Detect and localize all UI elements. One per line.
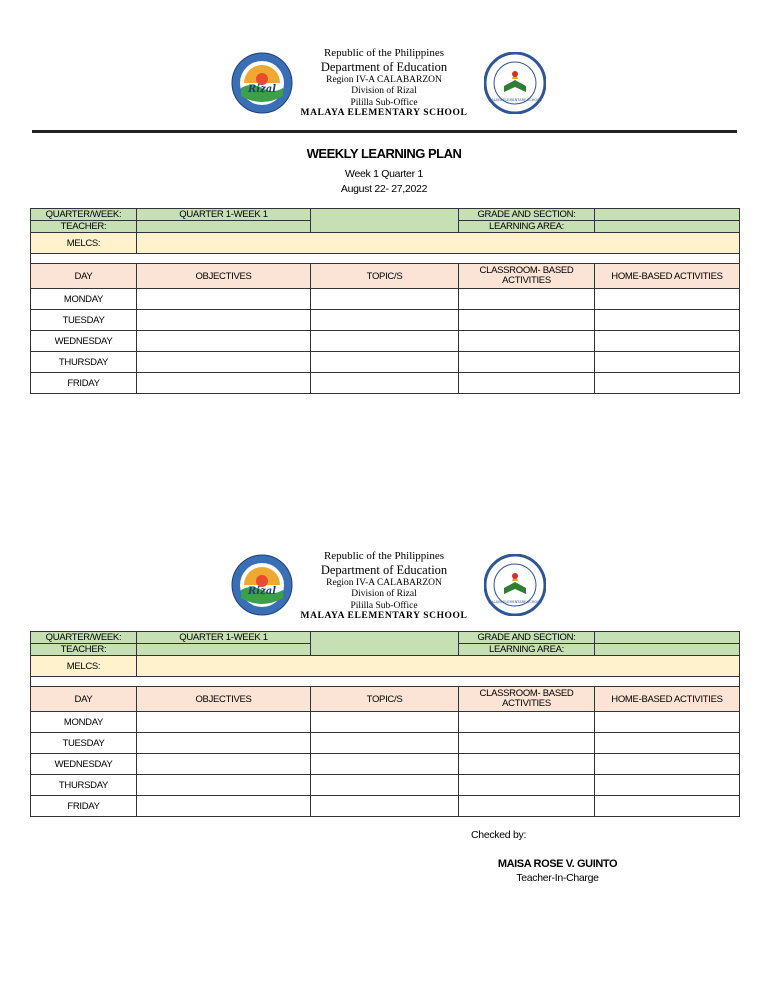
topics-cell[interactable] — [311, 796, 459, 817]
republic-line: Republic of the Philippines — [323, 47, 445, 59]
republic-line: Republic of the Philippines — [323, 550, 445, 562]
day-thursday: THURSDAY — [31, 352, 137, 373]
home-cell[interactable] — [595, 796, 740, 817]
classroom-cell[interactable] — [459, 775, 595, 796]
topics-cell[interactable] — [311, 712, 459, 733]
objectives-cell[interactable] — [137, 796, 311, 817]
day-thursday: THURSDAY — [31, 775, 137, 796]
region-line: Region IV-A CALABARZON — [326, 577, 442, 588]
suboffice-line: Pililla Sub-Office — [350, 97, 418, 108]
objectives-cell[interactable] — [137, 331, 311, 352]
home-cell[interactable] — [595, 754, 740, 775]
grade-section-label: GRADE AND SECTION: — [459, 632, 595, 644]
header-blank-cell[interactable] — [311, 209, 459, 233]
objectives-cell[interactable] — [137, 712, 311, 733]
col-classroom-activities: CLASSROOM- BASED ACTIVITIES — [459, 264, 595, 289]
letterhead — [300, 48, 468, 119]
table-row — [31, 796, 740, 817]
topics-cell[interactable] — [311, 754, 459, 775]
day-wednesday: WEDNESDAY — [31, 331, 137, 352]
rizal-seal-logo — [231, 554, 293, 616]
col-day: DAY — [31, 264, 137, 289]
grade-section-label: GRADE AND SECTION: — [459, 209, 595, 221]
week-quarter: Week 1 Quarter 1 — [345, 168, 423, 180]
table-row — [31, 310, 740, 331]
letterhead — [300, 551, 468, 622]
learning-area-label: LEARNING AREA: — [459, 644, 595, 656]
objectives-cell[interactable] — [137, 310, 311, 331]
signatory-role: Teacher-In-Charge — [516, 872, 599, 884]
learning-area-value[interactable] — [595, 644, 740, 656]
col-topics: TOPIC/S — [311, 687, 459, 712]
table-row — [31, 352, 740, 373]
classroom-cell[interactable] — [459, 352, 595, 373]
department-line: Department of Education — [320, 563, 448, 577]
day-tuesday: TUESDAY — [31, 733, 137, 754]
school-seal-logo — [484, 52, 546, 114]
home-cell[interactable] — [595, 289, 740, 310]
grade-section-value[interactable] — [595, 632, 740, 644]
objectives-cell[interactable] — [137, 733, 311, 754]
topics-cell[interactable] — [311, 289, 459, 310]
checked-by-label: Checked by: — [471, 829, 527, 841]
home-cell[interactable] — [595, 733, 740, 754]
signatory-name — [480, 858, 635, 884]
topics-cell[interactable] — [311, 733, 459, 754]
quarter-label: QUARTER/WEEK: — [31, 632, 137, 644]
learning-area-label: LEARNING AREA: — [459, 221, 595, 233]
teacher-label: TEACHER: — [31, 221, 137, 233]
division-line: Division of Rizal — [351, 86, 417, 96]
home-cell[interactable] — [595, 331, 740, 352]
day-wednesday: WEDNESDAY — [31, 754, 137, 775]
table-row — [31, 712, 740, 733]
home-cell[interactable] — [595, 712, 740, 733]
teacher-value[interactable] — [137, 644, 311, 656]
region-line: Region IV-A CALABARZON — [326, 74, 442, 85]
svg-text:MALAYA ELEMENTARY SCHOOL: MALAYA ELEMENTARY SCHOOL — [488, 98, 542, 102]
spacer-row — [31, 677, 740, 687]
col-classroom-activities: CLASSROOM- BASED ACTIVITIES — [459, 687, 595, 712]
svg-text:Rizal: Rizal — [247, 84, 277, 95]
topics-cell[interactable] — [311, 775, 459, 796]
day-monday: MONDAY — [31, 712, 137, 733]
division-line: Division of Rizal — [351, 589, 417, 599]
school-seal-logo — [484, 554, 546, 616]
objectives-cell[interactable] — [137, 754, 311, 775]
learning-plan-table — [30, 208, 740, 394]
day-monday: MONDAY — [31, 289, 137, 310]
date-range: August 22- 27,2022 — [340, 183, 428, 195]
table-row — [31, 373, 740, 394]
melcs-value[interactable] — [137, 656, 740, 677]
signatory-name-text: MAISA ROSE V. GUINTO — [497, 858, 618, 870]
table-row — [31, 289, 740, 310]
col-home-activities: HOME-BASED ACTIVITIES — [595, 264, 740, 289]
school-name: MALAYA ELEMENTARY SCHOOL — [300, 108, 468, 118]
col-home-activities: HOME-BASED ACTIVITIES — [595, 687, 740, 712]
learning-plan-table — [30, 631, 740, 817]
objectives-cell[interactable] — [137, 775, 311, 796]
classroom-cell[interactable] — [459, 373, 595, 394]
col-objectives: OBJECTIVES — [137, 264, 311, 289]
teacher-label: TEACHER: — [31, 644, 137, 656]
home-cell[interactable] — [595, 373, 740, 394]
col-objectives: OBJECTIVES — [137, 687, 311, 712]
topics-cell[interactable] — [311, 331, 459, 352]
teacher-value[interactable] — [137, 221, 311, 233]
topics-cell[interactable] — [311, 373, 459, 394]
grade-section-value[interactable] — [595, 209, 740, 221]
suboffice-line: Pililla Sub-Office — [350, 600, 418, 611]
classroom-cell[interactable] — [459, 289, 595, 310]
classroom-cell[interactable] — [459, 754, 595, 775]
day-friday: FRIDAY — [31, 796, 137, 817]
col-day: DAY — [31, 687, 137, 712]
classroom-cell[interactable] — [459, 310, 595, 331]
department-line: Department of Education — [320, 60, 448, 74]
table-row — [31, 754, 740, 775]
plan-title-block — [0, 146, 768, 195]
table-row — [31, 775, 740, 796]
melcs-label: MELCS: — [31, 656, 137, 677]
topics-cell[interactable] — [311, 352, 459, 373]
objectives-cell[interactable] — [137, 352, 311, 373]
home-cell[interactable] — [595, 352, 740, 373]
header-rule — [32, 130, 737, 133]
melcs-value[interactable] — [137, 233, 740, 254]
classroom-cell[interactable] — [459, 733, 595, 754]
page-title: WEEKLY LEARNING PLAN — [306, 146, 462, 161]
objectives-cell[interactable] — [137, 289, 311, 310]
rizal-seal-logo — [231, 52, 293, 114]
col-topics: TOPIC/S — [311, 264, 459, 289]
header-blank-cell[interactable] — [311, 632, 459, 656]
table-row — [31, 733, 740, 754]
home-cell[interactable] — [595, 775, 740, 796]
table-row — [31, 331, 740, 352]
classroom-cell[interactable] — [459, 796, 595, 817]
school-name: MALAYA ELEMENTARY SCHOOL — [300, 611, 468, 621]
quarter-label: QUARTER/WEEK: — [31, 209, 137, 221]
classroom-cell[interactable] — [459, 712, 595, 733]
home-cell[interactable] — [595, 310, 740, 331]
svg-text:Rizal: Rizal — [247, 586, 277, 597]
objectives-cell[interactable] — [137, 373, 311, 394]
quarter-value[interactable]: QUARTER 1-WEEK 1 — [137, 209, 311, 221]
quarter-value[interactable]: QUARTER 1-WEEK 1 — [137, 632, 311, 644]
svg-text:MALAYA ELEMENTARY SCHOOL: MALAYA ELEMENTARY SCHOOL — [488, 600, 542, 604]
learning-area-value[interactable] — [595, 221, 740, 233]
day-tuesday: TUESDAY — [31, 310, 137, 331]
classroom-cell[interactable] — [459, 331, 595, 352]
topics-cell[interactable] — [311, 310, 459, 331]
melcs-label: MELCS: — [31, 233, 137, 254]
spacer-row — [31, 254, 740, 264]
day-friday: FRIDAY — [31, 373, 137, 394]
